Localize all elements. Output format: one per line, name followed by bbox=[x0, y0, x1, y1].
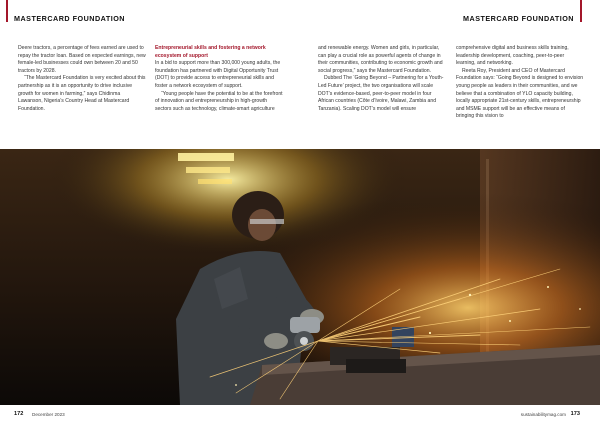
section-subhead: Entrepreneurial skills and fostering a network ecosystem of support bbox=[155, 45, 266, 59]
text-column-4 bbox=[456, 45, 584, 121]
paragraph: Deere tractors, a percentage of fees earned are used to repay the tractor loan. Based on expected earnings, new female-led businesses could own between 20 and 50 tractors by 2028. bbox=[18, 45, 146, 74]
running-head-right: MASTERCARD FOUNDATION bbox=[463, 14, 574, 23]
text-column-2 bbox=[155, 45, 283, 113]
paragraph: “The Mastercard Foundation is very excited about this partnership as it is an opportunity to drive inclusive growth for women in farming,” says Chidinma Lawanson, Nigeria’s Country Head at Mastercard Foundation. bbox=[18, 75, 146, 112]
paragraph: “Young people have the potential to be at the forefront of innovation and entrepreneurship in high-growth sectors such as technology, climate-smart agriculture bbox=[155, 90, 283, 112]
accent-bar-right bbox=[580, 0, 582, 22]
text-column-1 bbox=[18, 45, 146, 113]
paragraph: and renewable energy. Women and girls, in particular, can play a crucial role as powerful agents of change in their communities, contributing to economic growth and social progress,” says the Mastercard Foundation. bbox=[318, 45, 443, 74]
issue-date: December 2023 bbox=[32, 411, 65, 417]
running-head-left: MASTERCARD FOUNDATION bbox=[14, 14, 125, 23]
accent-bar-left bbox=[6, 0, 8, 22]
right-page-number: 173 bbox=[570, 411, 580, 417]
welding-worker-photo bbox=[0, 149, 600, 405]
paragraph: Reeta Roy, President and CEO of Mastercard Foundation says: “Going Beyond is designed to envision young people as leaders in their communities, and we believe that a combination of YLO capacity building, locally appropriate 21st-century skills, entrepreneurship and MSME support will be an effective means of bringing this vision to bbox=[456, 67, 584, 120]
text-column-3 bbox=[318, 45, 446, 113]
left-page-number: 172 bbox=[14, 411, 24, 417]
website: sustainabilitymag.com bbox=[520, 411, 566, 417]
paragraph: Dubbed The ‘Going Beyond – Partnering for a Youth-Led Future’ project, the two organisations will scale DOT’s evidence-based, peer-to-peer model in four African countries (Côte d’Ivoire, Malawi, Zambia and Tanzania). Scaling DOT’s model will ensure bbox=[318, 75, 444, 112]
page-footer bbox=[0, 405, 600, 424]
paragraph: comprehensive digital and business skills training, leadership development, coaching, peer-to-peer learning, and networking. bbox=[456, 45, 569, 67]
paragraph: In a bid to support more than 300,000 young adults, the foundation has partnered with Digital Opportunity Trust (DOT) to provide access to entrepreneurial skills and foster a network ecosystem of support. bbox=[155, 60, 281, 89]
